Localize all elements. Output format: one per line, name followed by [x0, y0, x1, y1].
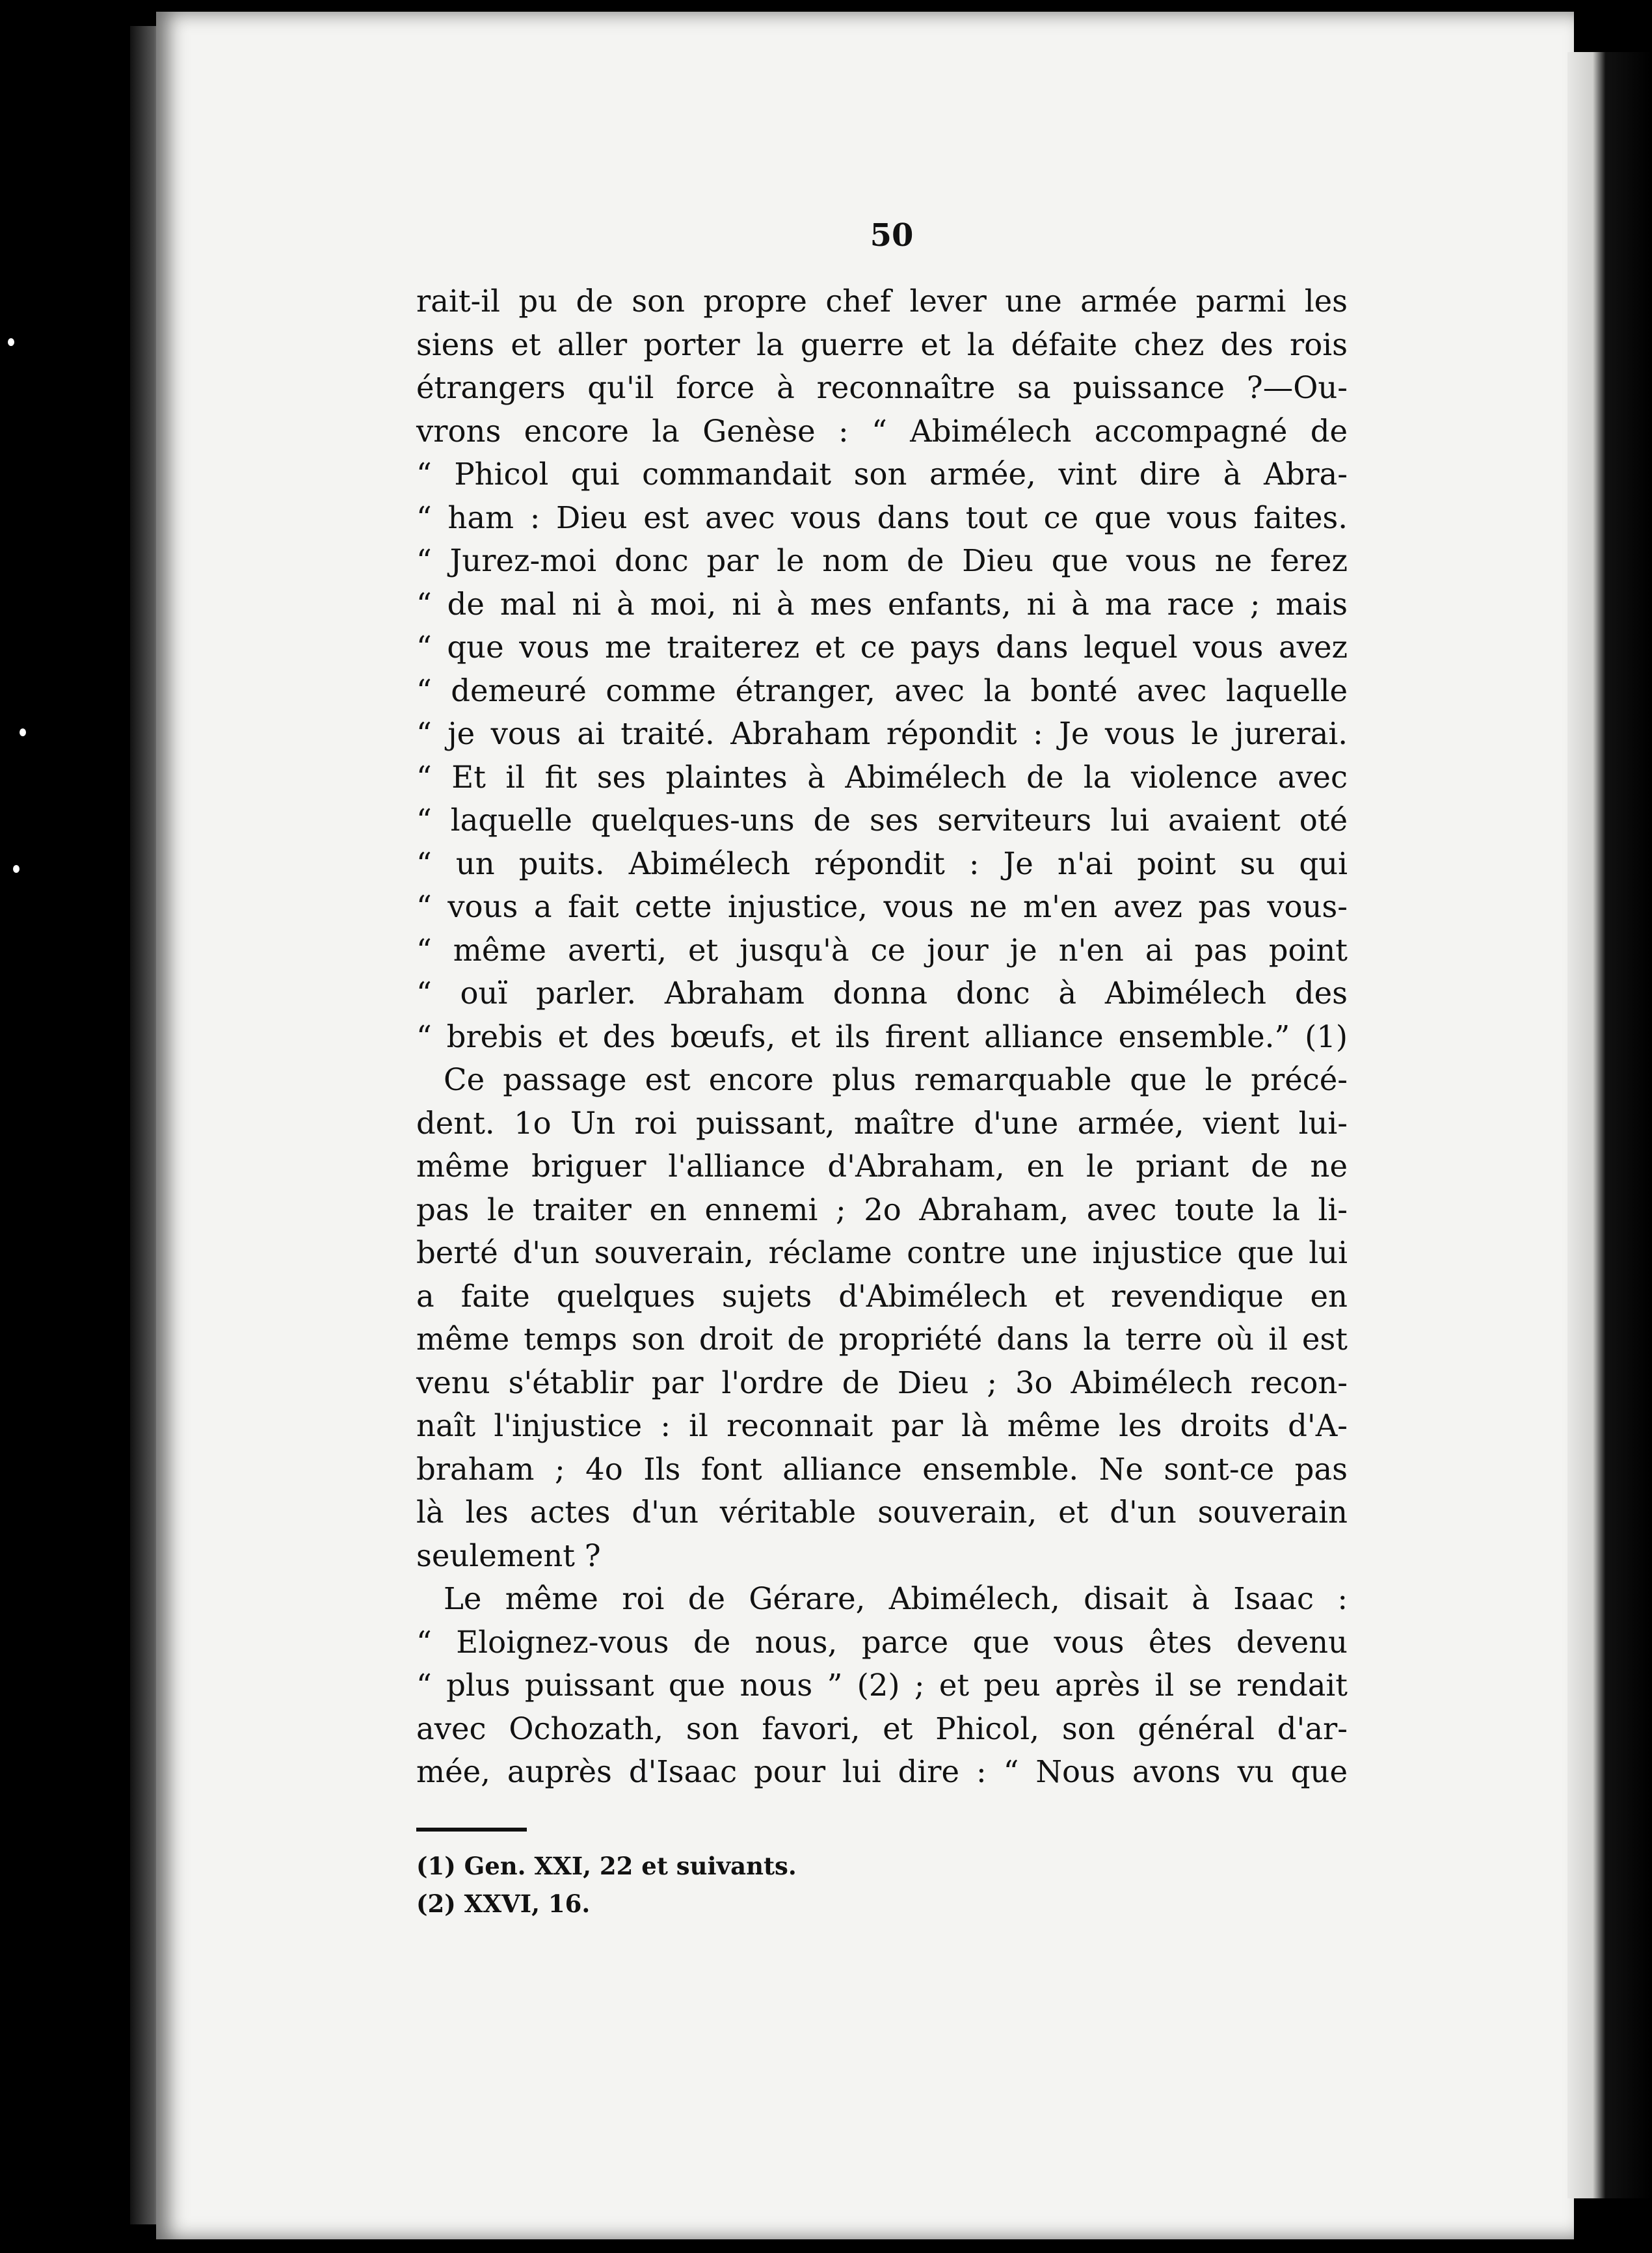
text-line: même briguer l'alliance d'Abraham, en le priant de ne — [416, 1149, 1348, 1184]
text-line: berté d'un souverain, réclame contre une injustice que lui — [416, 1235, 1348, 1270]
text-line: “ je vous ai traité. Abraham répondit : Je vous le jurerai. — [416, 716, 1348, 751]
text-line: “ Jurez-moi donc par le nom de Dieu que vous ne ferez — [416, 543, 1348, 578]
text-line: Ce passage est encore plus remarquable que le précé- — [444, 1062, 1348, 1097]
text-line: rait-il pu de son propre chef lever une armée parmi les — [416, 284, 1348, 319]
text-line: venu s'établir par l'ordre de Dieu ; 3o Abimélech recon- — [416, 1365, 1348, 1400]
text-line: “ vous a fait cette injustice, vous ne m'en avez pas vous- — [416, 889, 1348, 924]
text-line: même temps son droit de propriété dans la terre où il est — [416, 1322, 1348, 1357]
page-text-block — [416, 217, 1348, 1923]
page-number: 50 — [870, 217, 914, 254]
text-line: “ Phicol qui commandait son armée, vint dire à Abra- — [416, 457, 1348, 492]
text-line: “ plus puissant que nous ” (2) ; et peu après il se rendait — [416, 1668, 1348, 1703]
scan-artifact — [20, 728, 26, 736]
text-line: dent. 1o Un roi puissant, maître d'une armée, vient lui- — [416, 1105, 1348, 1141]
scan-artifact — [8, 338, 14, 346]
text-line: “ brebis et des bœufs, et ils firent alliance ensemble.” (1) — [416, 1019, 1348, 1054]
footnote: (2) XXVI, 16. — [416, 1889, 591, 1918]
text-line: étrangers qu'il force à reconnaître sa puissance ?—Ou- — [416, 370, 1348, 405]
text-line: avec Ochozath, son favori, et Phicol, son général d'ar- — [416, 1711, 1348, 1746]
text-line: “ ham : Dieu est avec vous dans tout ce que vous faites. — [416, 500, 1348, 535]
text-line: là les actes d'un véritable souverain, et d'un souverain — [416, 1495, 1348, 1530]
text-line: a faite quelques sujets d'Abimélech et revendique en — [416, 1278, 1348, 1314]
text-line: “ ouï parler. Abraham donna donc à Abimélech des — [416, 976, 1348, 1011]
text-line: pas le traiter en ennemi ; 2o Abraham, avec toute la li- — [416, 1192, 1348, 1227]
text-line: “ même averti, et jusqu'à ce jour je n'en ai pas point — [416, 932, 1348, 968]
text-line: “ Et il fit ses plaintes à Abimélech de la violence avec — [416, 759, 1348, 795]
text-line: “ un puits. Abimélech répondit : Je n'ai point su qui — [416, 846, 1348, 881]
text-line: “ Eloignez-vous de nous, parce que vous êtes devenu — [416, 1624, 1348, 1660]
facing-page-edge — [1567, 52, 1652, 2198]
scan-artifact — [13, 865, 20, 873]
text-line: vrons encore la Genèse : “ Abimélech accompagné de — [416, 413, 1348, 449]
text-line: seulement ? — [416, 1538, 601, 1573]
footnote: (1) Gen. XXI, 22 et suivants. — [416, 1851, 797, 1880]
text-line: “ que vous me traiterez et ce pays dans lequel vous avez — [416, 630, 1348, 665]
text-line: naît l'injustice : il reconnait par là même les droits d'A- — [416, 1408, 1348, 1443]
text-line: “ demeuré comme étranger, avec la bonté avec laquelle — [416, 673, 1348, 708]
text-line: mée, auprès d'Isaac pour lui dire : “ Nous avons vu que — [416, 1754, 1348, 1789]
footnote-divider — [416, 1828, 527, 1832]
text-line: “ laquelle quelques-uns de ses serviteurs lui avaient oté — [416, 803, 1348, 838]
text-line: braham ; 4o Ils font alliance ensemble. Ne sont-ce pas — [416, 1451, 1348, 1487]
text-line: “ de mal ni à moi, ni à mes enfants, ni à ma race ; mais — [416, 586, 1348, 622]
body-text — [416, 280, 1348, 1794]
text-line: siens et aller porter la guerre et la défaite chez des rois — [416, 327, 1348, 362]
text-line: Le même roi de Gérare, Abimélech, disait à Isaac : — [444, 1581, 1348, 1616]
